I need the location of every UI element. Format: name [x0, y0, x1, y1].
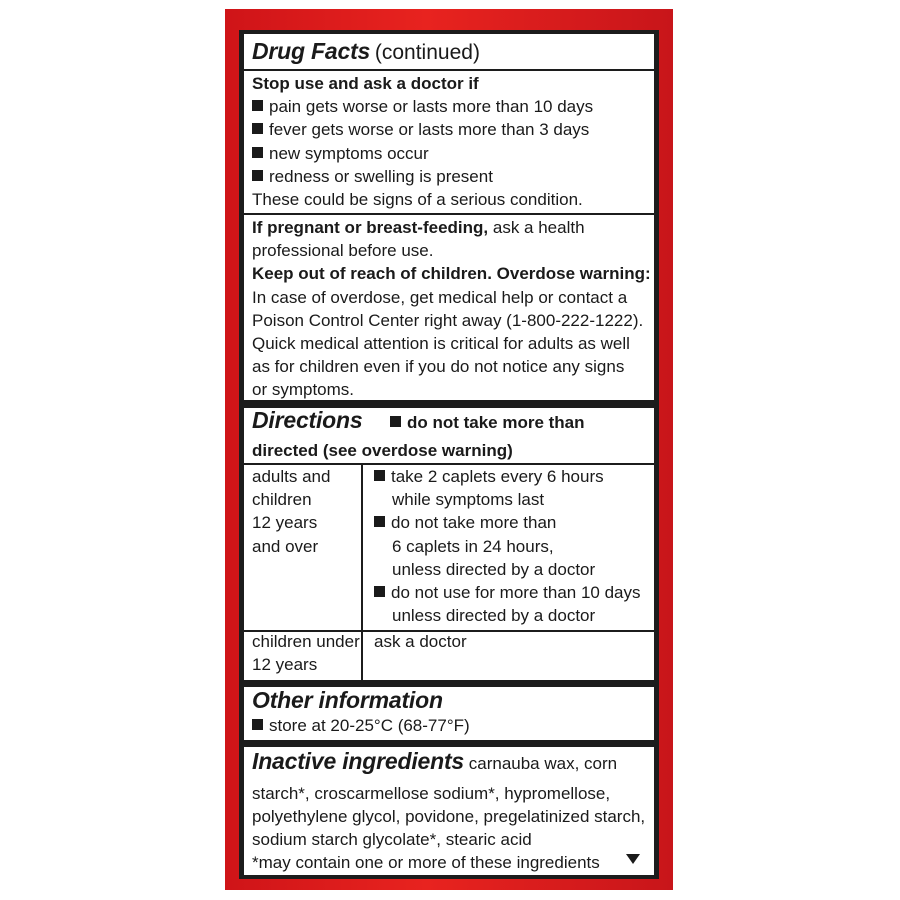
instruction-item [374, 581, 641, 604]
other-information-section [244, 687, 654, 740]
storage-text: store at 20-25°C (68-77°F) [269, 716, 470, 735]
overdose-line: or symptoms. [252, 380, 355, 399]
overdose-line: as for children even if you do not notice any signs [252, 357, 625, 376]
square-bullet-icon [374, 516, 385, 527]
pregnant-warning [252, 218, 585, 238]
inactive-ingredients-section [244, 747, 654, 875]
drug-facts-panel [239, 30, 659, 879]
ingredient-line: *may contain one or more of these ingredients [252, 853, 600, 872]
product-box [225, 9, 673, 890]
continued-text: (continued) [374, 41, 480, 64]
overdose-line: Poison Control Center right away (1-800-222-1222). [252, 311, 644, 330]
table-row-children-instruction: ask a doctor [374, 632, 467, 651]
warnings-divider [244, 213, 654, 215]
warnings-section [244, 34, 654, 400]
other-info-title: Other information [252, 687, 443, 713]
title-text: Drug Facts [252, 38, 371, 64]
overdose-line: Quick medical attention is critical for adults as well [252, 334, 630, 353]
list-item [252, 97, 593, 117]
ingredient-line: starch*, croscarmellose sodium*, hypromellose, [252, 784, 611, 803]
directions-section [244, 408, 654, 680]
square-bullet-icon [252, 147, 263, 158]
overdose-line: In case of overdose, get medical help or contact a [252, 288, 628, 307]
directions-warning-text: do not take more than [406, 413, 585, 432]
ingredient-line: sodium starch glycolate*, stearic acid [252, 830, 532, 849]
instruction-item [374, 465, 641, 488]
group-line: children [252, 490, 312, 510]
instruction-text: unless directed by a doctor [392, 606, 596, 626]
table-row-children-group [252, 630, 360, 676]
serious-condition-note: These could be signs of a serious condition. [252, 190, 583, 209]
list-item [252, 167, 493, 187]
directions-heading: Directions [252, 407, 363, 433]
square-bullet-icon [374, 470, 385, 481]
continue-arrow-icon [626, 854, 640, 864]
table-row-adults-group [252, 465, 330, 558]
group-line: children under [252, 632, 360, 651]
square-bullet-icon [252, 170, 263, 181]
square-bullet-icon [252, 123, 263, 134]
square-bullet-icon [252, 719, 263, 730]
group-line: 12 years [252, 655, 318, 675]
inactive-heading-row [252, 748, 618, 774]
list-item [252, 120, 589, 140]
group-line: 12 years [252, 513, 318, 533]
directions-warning-cont: directed (see overdose warning) [252, 441, 513, 460]
square-bullet-icon [390, 416, 401, 427]
drug-facts-title [252, 38, 480, 64]
instruction-text: unless directed by a doctor [392, 559, 596, 579]
list-item [252, 716, 470, 736]
inactive-heading: Inactive ingredients [252, 748, 465, 774]
instruction-text: do not take more than [391, 513, 557, 533]
list-item-text: fever gets worse or lasts more than 3 days [269, 120, 590, 139]
pregnant-warning-cont: professional before use. [252, 241, 434, 260]
list-item [252, 144, 429, 164]
instruction-text: take 2 caplets every 6 hours [391, 467, 604, 486]
overdose-heading: Keep out of reach of children. Overdose warning: [252, 264, 651, 283]
inactive-text: carnauba wax, corn [468, 754, 618, 773]
table-row-adults-instructions [374, 465, 641, 627]
pregnant-text: ask a health [492, 218, 585, 237]
stop-use-heading: Stop use and ask a doctor if [252, 74, 479, 93]
table-column-divider [361, 463, 363, 680]
header-divider [244, 69, 654, 71]
list-item-text: pain gets worse or lasts more than 10 days [269, 97, 594, 116]
instruction-item [374, 511, 641, 534]
instruction-text: 6 caplets in 24 hours, [392, 536, 554, 556]
list-item-text: redness or swelling is present [269, 167, 493, 186]
square-bullet-icon [374, 586, 385, 597]
group-line: adults and [252, 467, 331, 486]
directions-heading-row [252, 407, 585, 433]
list-item-text: new symptoms occur [269, 144, 429, 163]
ingredient-line: polyethylene glycol, povidone, pregelatinized starch, [252, 807, 646, 826]
instruction-text: do not use for more than 10 days [391, 583, 641, 603]
square-bullet-icon [252, 100, 263, 111]
group-line: and over [252, 536, 319, 556]
other-information-heading [252, 687, 443, 713]
pregnant-bold: If pregnant or breast-feeding, [252, 218, 489, 237]
instruction-text: while symptoms last [392, 490, 545, 510]
